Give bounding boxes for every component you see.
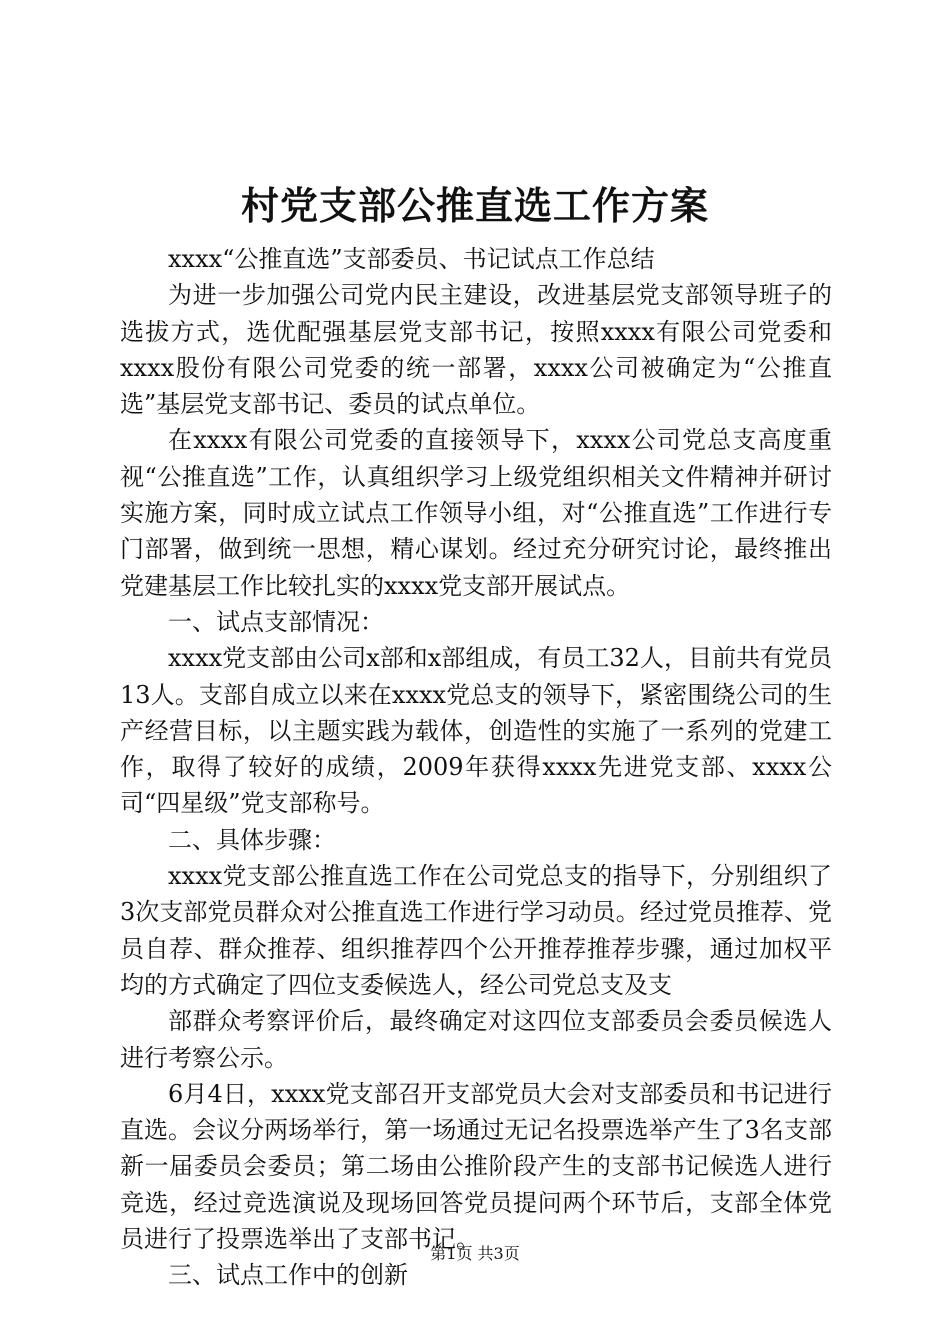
body-paragraph: 6月4日，xxxx党支部召开支部党员大会对支部委员和书记进行直选。会议分两场举行，第一场通过无记名投票选举产生了3名支部新一届委员会委员；第二场由公推阶段产生的支部书记候选人进行竞选，经过竞选演说及现场回答党员提问两个环节后，支部全体党员进行了投票选举出了支部书记。 [120, 1079, 832, 1254]
subtitle-paragraph: xxxx“公推直选”支部委员、书记试点工作总结 [168, 245, 655, 273]
page-number-footer: 第1页 共3页 [430, 1244, 520, 1263]
body-paragraph: xxxx党支部公推直选工作在公司党总支的指导下，分别组织了3次支部党员群众对公推直选工作进行学习动员。经过党员推荐、党员自荐、群众推荐、组织推荐四个公开推荐推荐步骤，通过加权平均的方式确定了四位支委候选人，经公司党总支及支 [120, 862, 832, 999]
section-heading: 一、试点支部情况： [168, 607, 384, 636]
section-heading: 二、具体步骤： [168, 825, 336, 854]
document-title: 村党支部公推直选工作方案 [240, 183, 709, 228]
body-paragraph: xxxx党支部由公司x部和x部组成，有员工32人，目前共有党员13人。支部自成立以来在xxxx党总支的领导下，紧密围绕公司的生产经营目标，以主题实践为载体，创造性的实施了一系列的党建工作，取得了较好的成绩，2009年获得xxxx先进党支部、xxxx公司“四星级”党支部称号。 [120, 644, 832, 818]
body-paragraph: 在xxxx有限公司党委的直接领导下，xxxx公司党总支高度重视“公推直选”工作，认真组织学习上级党组织相关文件精神并研讨实施方案，同时成立试点工作领导小组，对“公推直选”工作进行专门部署，做到统一思想，精心谋划。经过充分研究讨论，最终推出党建基层工作比较扎实的xxxx党支部开展试点。 [120, 426, 832, 600]
section-heading: 三、试点工作中的创新 [168, 1261, 408, 1290]
document-body [120, 241, 832, 1294]
body-paragraph: 部群众考察评价后，最终确定对这四位支部委员会委员候选人进行考察公示。 [120, 1007, 832, 1072]
body-paragraph: 为进一步加强公司党内民主建设，改进基层党支部领导班子的选拔方式，选优配强基层党支部书记，按照xxxx有限公司党委和xxxx股份有限公司党委的统一部署，xxxx公司被确定为“公推直选”基层党支部书记、委员的试点单位。 [120, 281, 832, 419]
